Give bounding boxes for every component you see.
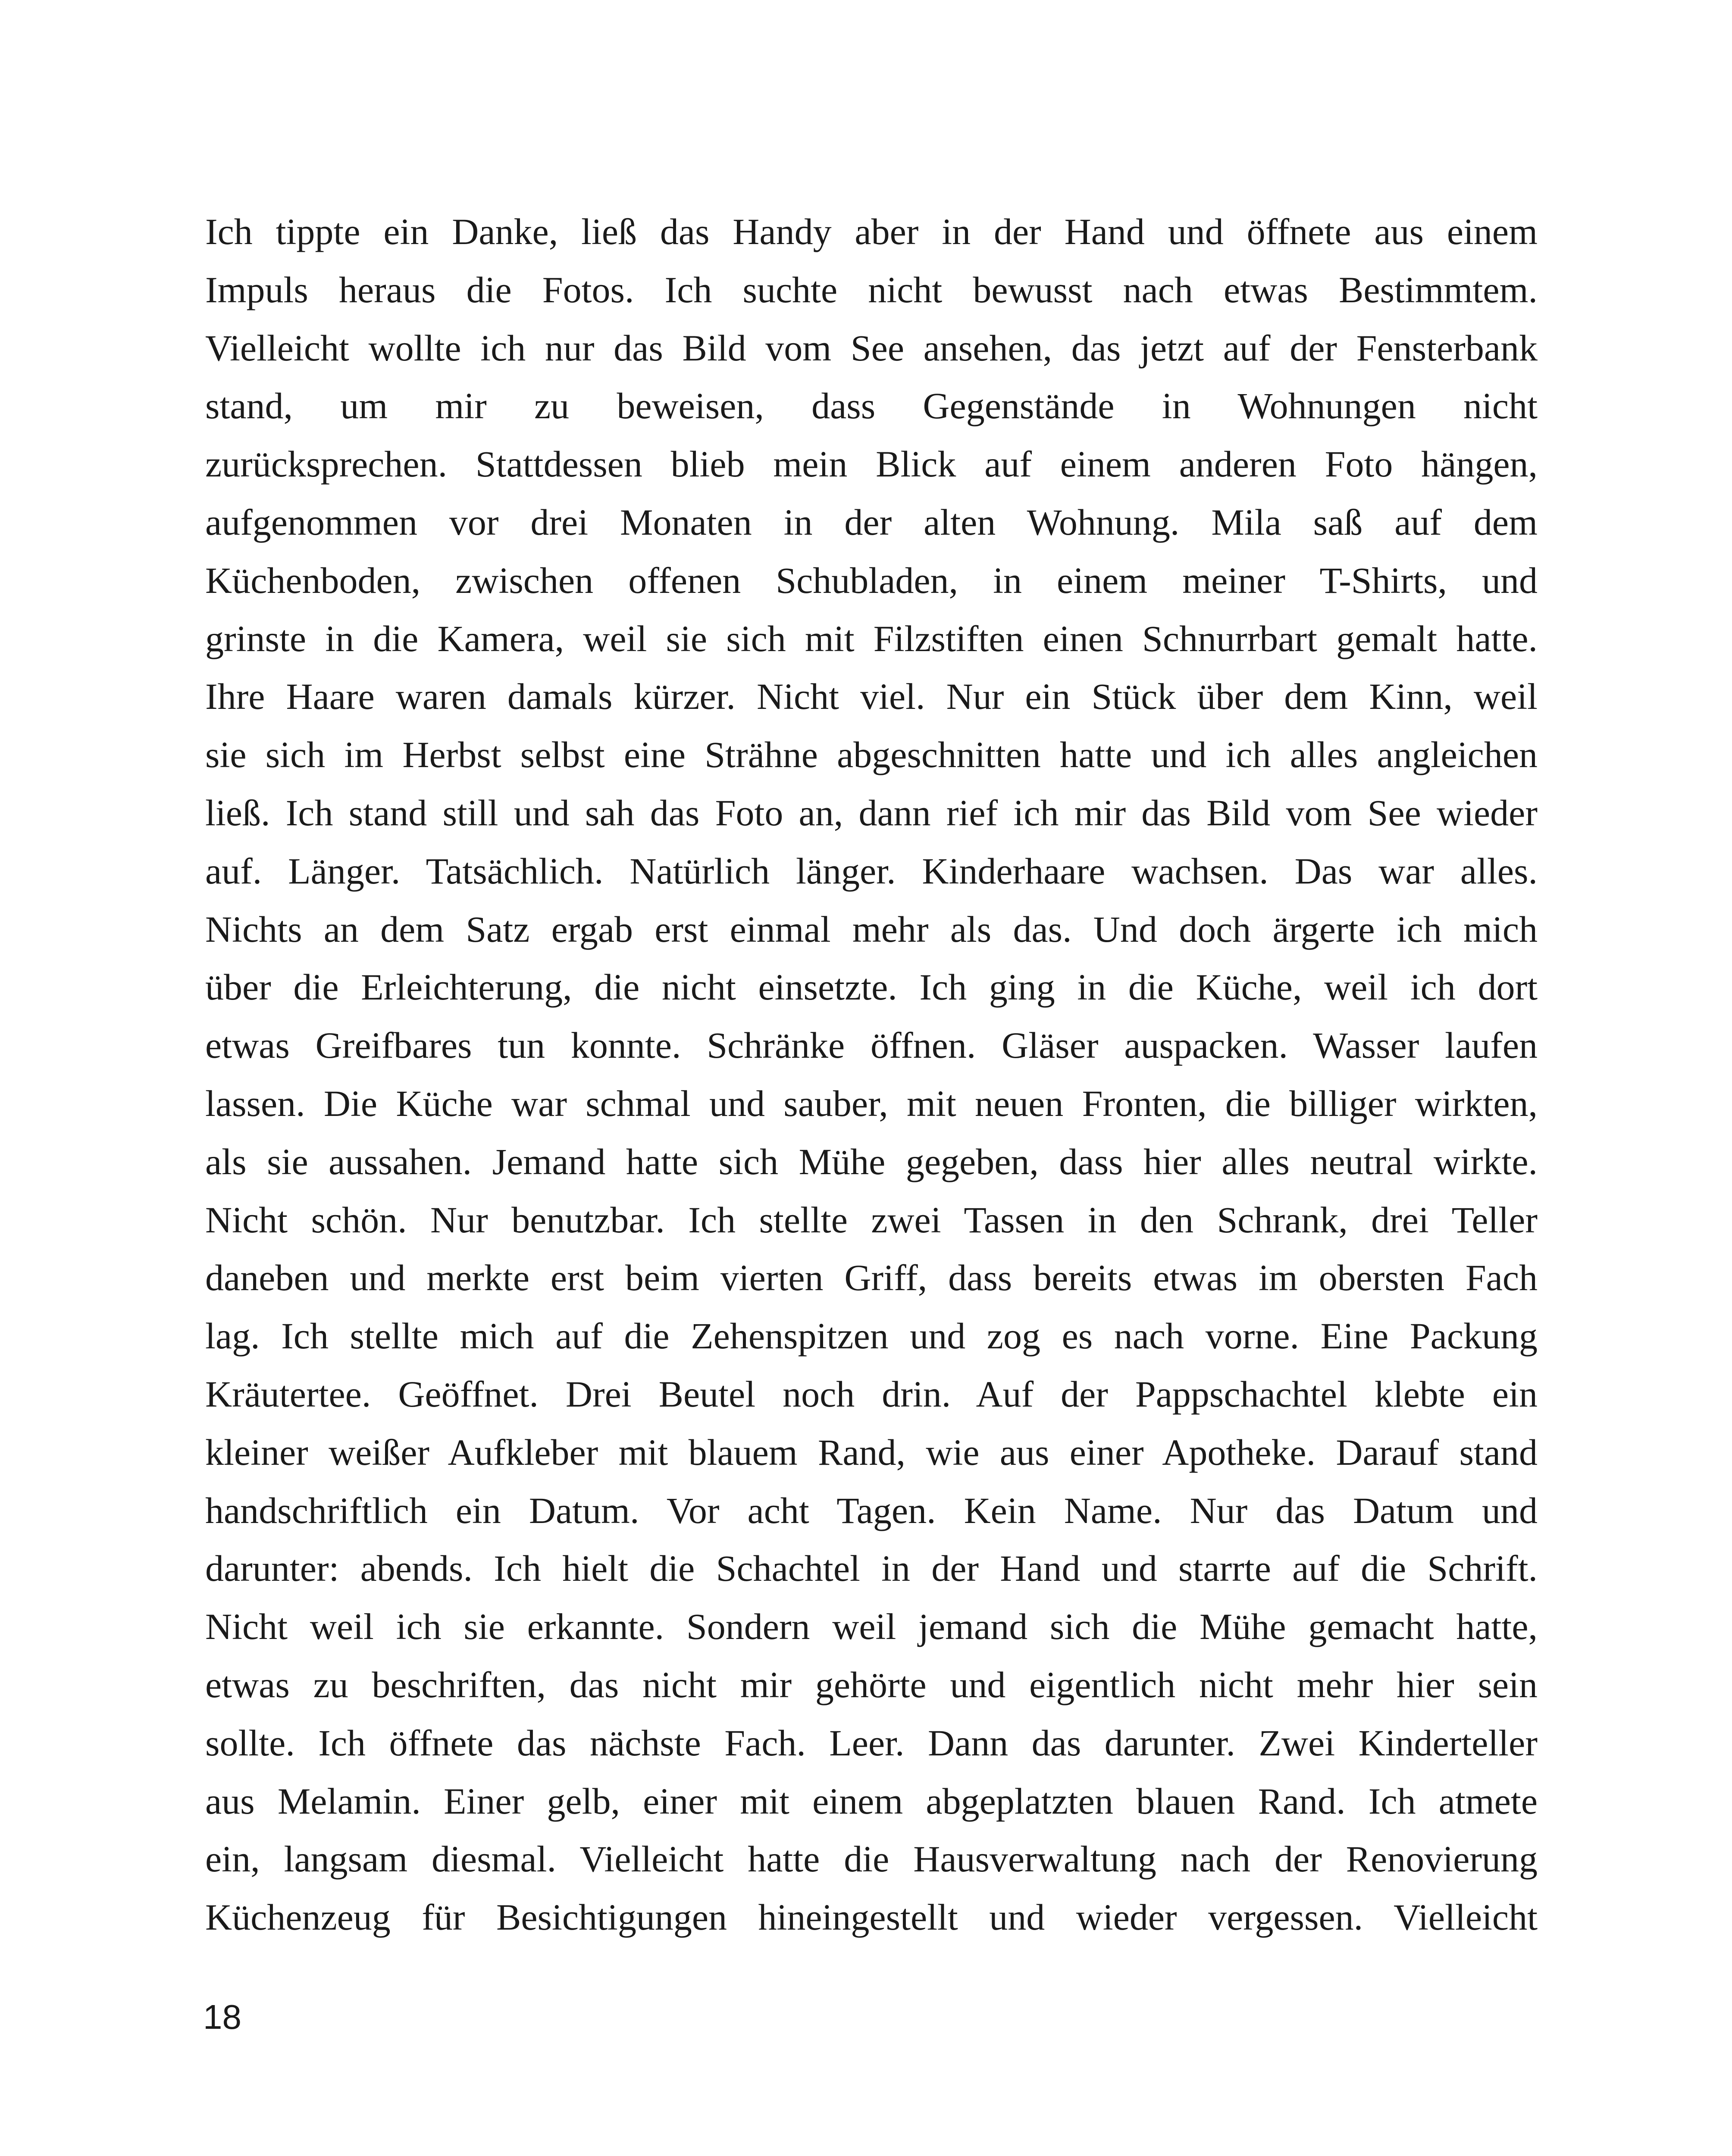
text-line: aufgenommen vor drei Monaten in der alten Wohnung. Mila saß auf dem: [205, 501, 1538, 543]
text-line: Nicht schön. Nur benutzbar. Ich stellte zwei Tassen in den Schrank, drei Teller: [205, 1199, 1538, 1241]
text-line: darunter: abends. Ich hielt die Schachtel in der Hand und starrte auf die Schrift.: [205, 1548, 1538, 1589]
text-line: Küchenboden, zwischen offenen Schubladen, in einem meiner T-Shirts, und: [205, 559, 1538, 601]
text-line: etwas Greifbares tun konnte. Schränke öffnen. Gläser auspacken. Wasser laufen: [205, 1025, 1538, 1066]
body-text: [205, 203, 1538, 1946]
text-line: Küchenzeug für Besichtigungen hineingestellt und wieder vergessen. Vielleicht: [205, 1896, 1538, 1938]
text-line: Nicht weil ich sie erkannte. Sondern weil jemand sich die Mühe gemacht hatte,: [205, 1606, 1538, 1648]
text-line: Kräutertee. Geöffnet. Drei Beutel noch drin. Auf der Pappschachtel klebte ein: [205, 1373, 1538, 1415]
text-line: ein, langsam diesmal. Vielleicht hatte die Hausverwaltung nach der Renovierung: [205, 1838, 1538, 1880]
text-line: aus Melamin. Einer gelb, einer mit einem abgeplatzten blauen Rand. Ich atmete: [205, 1780, 1538, 1822]
text-line: auf. Länger. Tatsächlich. Natürlich länger. Kinderhaare wachsen. Das war alles.: [205, 850, 1538, 892]
text-line: ließ. Ich stand still und sah das Foto an, dann rief ich mir das Bild vom See wieder: [205, 792, 1538, 834]
text-line: Ich tippte ein Danke, ließ das Handy aber in der Hand und öffnete aus einem: [205, 211, 1538, 252]
text-line: zurücksprechen. Stattdessen blieb mein Blick auf einem anderen Foto hängen,: [205, 443, 1538, 485]
text-line: daneben und merkte erst beim vierten Griff, dass bereits etwas im obersten Fach: [205, 1257, 1538, 1299]
text-line: Impuls heraus die Fotos. Ich suchte nicht bewusst nach etwas Bestimmtem.: [205, 269, 1538, 310]
text-line: lag. Ich stellte mich auf die Zehenspitzen und zog es nach vorne. Eine Packung: [205, 1315, 1538, 1357]
text-line: stand, um mir zu beweisen, dass Gegenstände in Wohnungen nicht: [205, 385, 1538, 427]
text-line: Nichts an dem Satz ergab erst einmal mehr als das. Und doch ärgerte ich mich: [205, 908, 1538, 950]
text-line: sollte. Ich öffnete das nächste Fach. Leer. Dann das darunter. Zwei Kinderteller: [205, 1722, 1538, 1764]
page-number: 18: [203, 1998, 241, 2036]
text-line: Ihre Haare waren damals kürzer. Nicht viel. Nur ein Stück über dem Kinn, weil: [205, 676, 1538, 718]
text-line: kleiner weißer Aufkleber mit blauem Rand, wie aus einer Apotheke. Darauf stand: [205, 1431, 1538, 1473]
text-line: lassen. Die Küche war schmal und sauber, mit neuen Fronten, die billiger wirkten,: [205, 1082, 1538, 1124]
text-line: grinste in die Kamera, weil sie sich mit Filzstiften einen Schnurrbart gemalt hatte.: [205, 617, 1538, 659]
text-line: handschriftlich ein Datum. Vor acht Tagen. Kein Name. Nur das Datum und: [205, 1489, 1538, 1531]
text-line: über die Erleichterung, die nicht einsetzte. Ich ging in die Küche, weil ich dort: [205, 966, 1538, 1008]
text-line: etwas zu beschriften, das nicht mir gehörte und eigentlich nicht mehr hier sein: [205, 1664, 1538, 1705]
text-line: Vielleicht wollte ich nur das Bild vom See ansehen, das jetzt auf der Fensterbank: [205, 327, 1538, 369]
text-line: als sie aussahen. Jemand hatte sich Mühe gegeben, dass hier alles neutral wirkte.: [205, 1141, 1538, 1182]
text-line: sie sich im Herbst selbst eine Strähne abgeschnitten hatte und ich alles angleichen: [205, 734, 1538, 776]
